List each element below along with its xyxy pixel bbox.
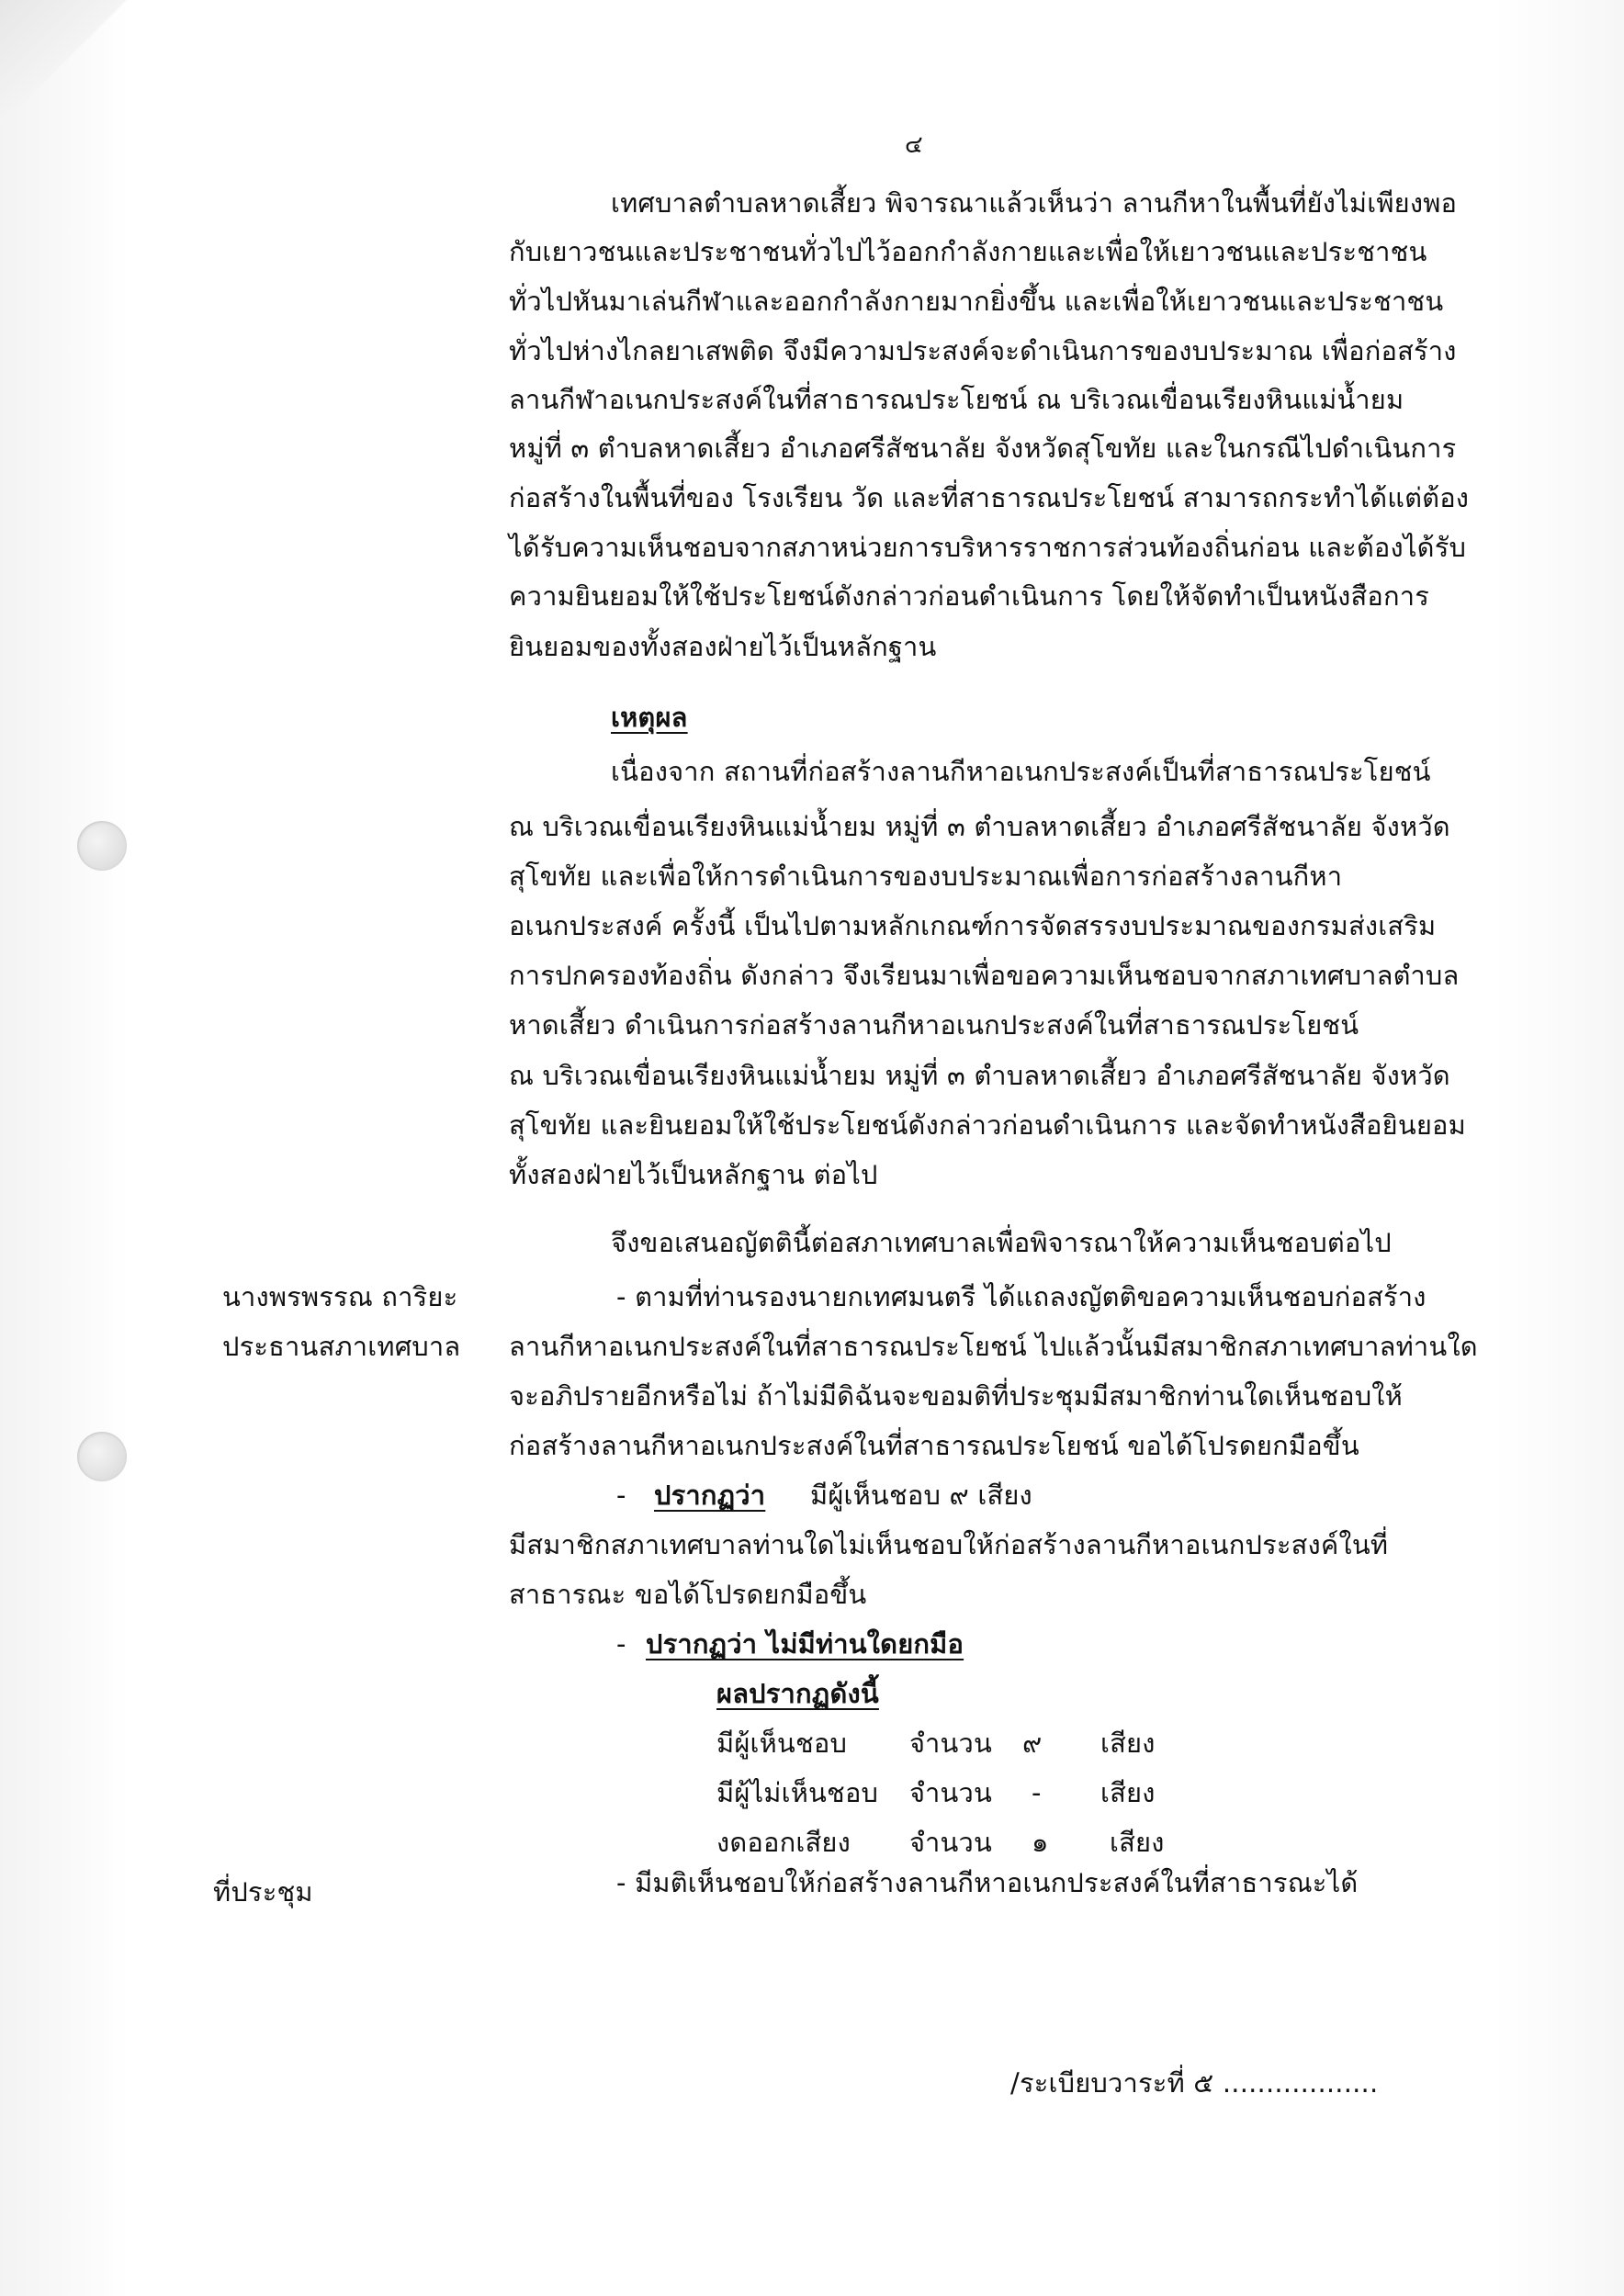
intro-line: ได้รับความเห็นชอบจากสภาหน่วยการบริหารราชการส่วนท้องถิ่นก่อน และต้องได้รับ [509,532,1467,563]
reason-line: เนื่องจาก สถานที่ก่อสร้างลานกีหาอเนกประสงค์เป็นที่สาธารณประโยชน์ [611,756,1431,787]
result-label: มีผู้ไม่เห็นชอบ [716,1777,879,1808]
intro-line: ลานกีฬาอเนกประสงค์ในที่สาธารณประโยชน์ ณ บริเวณเขื่อนเรียงหินแม่น้ำยม [509,384,1404,415]
page-number: ๔ [905,131,923,159]
intro-line: ความยินยอมให้ใช้ประโยชน์ดังกล่าวก่อนดำเนินการ โดยให้จัดทำเป็นหนังสือการ [509,580,1430,612]
reason-line: ณ บริเวณเขื่อนเรียงหินแม่น้ำยม หมู่ที่ ๓ ตำบลหาดเสี้ยว อำเภอศรีสัชนาลัย จังหวัด [509,811,1450,842]
footer-continuation: /ระเบียบวาระที่ ๕ .................. [1010,2067,1379,2099]
reason-line: หาดเสี้ยว ดำเนินการก่อสร้างลานกีหาอเนกประสงค์ในที่สาธารณประโยชน์ [509,1009,1359,1041]
vote1-label: ปรากฏว่า [654,1480,766,1511]
vote1-text: มีผู้เห็นชอบ ๙ เสียง [810,1480,1032,1511]
propose-line: จึงขอเสนอญัตตินี้ต่อสภาเทศบาลเพื่อพิจารณาให้ความเห็นชอบต่อไป [611,1227,1392,1258]
reason-line: ณ บริเวณเขื่อนเรียงหินแม่น้ำยม หมู่ที่ ๓ ตำบลหาดเสี้ยว อำเภอศรีสัชนาลัย จังหวัด [509,1060,1450,1091]
reason-line: สุโขทัย และยินยอมให้ใช้ประโยชน์ดังกล่าวก่อนดำเนินการ และจัดทำหนังสือยินยอม [509,1109,1466,1141]
reason-line: สุโขทัย และเพื่อให้การดำเนินการของบประมาณเพื่อการก่อสร้างลานกีหา [509,861,1343,892]
speaker-line: - ตามที่ท่านรองนายกเทศมนตรี ได้แถลงญัตติขอความเห็นชอบก่อสร้าง [616,1281,1427,1312]
speaker-line: ลานกีหาอเนกประสงค์ในที่สาธารณประโยชน์ ไปแล้วนั้นมีสมาชิกสภาเทศบาลท่านใด [509,1331,1478,1362]
result-label: งดออกเสียง [716,1827,851,1858]
folded-corner [0,0,184,129]
speaker-name: นางพรพรรณ ถาริยะ [222,1281,458,1312]
punch-hole-top [77,821,127,871]
result-count: ๑ [1032,1827,1049,1858]
results-heading: ผลปรากฏดังนี้ [716,1678,879,1709]
result-label: มีผู้เห็นชอบ [716,1728,848,1759]
reason-line: อเนกประสงค์ ครั้งนี้ เป็นไปตามหลักเกณฑ์การจัดสรรงบประมาณของกรมส่งเสริม [509,910,1437,941]
reason-heading: เหตุผล [611,702,688,733]
intro-line: ทั่วไปห่างไกลยาเสพติด จึงมีความประสงค์จะดำเนินการของบประมาณ เพื่อก่อสร้าง [509,335,1457,366]
intro-line: ยินยอมของทั้งสองฝ่ายไว้เป็นหลักฐาน [509,631,937,662]
intro-line: หมู่ที่ ๓ ตำบลหาดเสี้ยว อำเภอศรีสัชนาลัย จังหวัดสุโขทัย และในกรณีไปดำเนินการ [509,433,1457,464]
reason-line: ทั้งสองฝ่ายไว้เป็นหลักฐาน ต่อไป [509,1159,878,1190]
result-count-label: จำนวน [909,1827,993,1858]
result-count-label: จำนวน [909,1728,993,1759]
result-unit: เสียง [1110,1827,1165,1858]
result-unit: เสียง [1100,1777,1156,1808]
speaker-position: ประธานสภาเทศบาล [222,1331,461,1362]
result-count: ๙ [1022,1728,1043,1759]
result-unit: เสียง [1100,1728,1156,1759]
vote2-dash: - [616,1628,626,1660]
intro-line: เทศบาลตำบลหาดเสี้ยว พิจารณาแล้วเห็นว่า ลานกีหาในพื้นที่ยังไม่เพียงพอ [611,187,1458,219]
vote1-dash: - [616,1480,626,1511]
intro-line: ก่อสร้างในพื้นที่ของ โรงเรียน วัด และที่สาธารณประโยชน์ สามารถกระทำได้แต่ต้อง [509,482,1470,513]
speaker-line: ก่อสร้างลานกีหาอเนกประสงค์ในที่สาธารณประโยชน์ ขอได้โปรดยกมือขึ้น [509,1430,1359,1461]
reason-line: การปกครองท้องถิ่น ดังกล่าว จึงเรียนมาเพื่อขอความเห็นชอบจากสภาเทศบาลตำบล [509,960,1460,991]
punch-hole-bottom [77,1432,127,1481]
intro-line: ทั่วไปหันมาเล่นกีฬาและออกกำลังกายมากยิ่งขึ้น และเพื่อให้เยาวชนและประชาชน [509,286,1444,317]
disagree-line: มีสมาชิกสภาเทศบาลท่านใดไม่เห็นชอบให้ก่อสร้างลานกีหาอเนกประสงค์ในที่ [509,1529,1389,1560]
disagree-line: สาธารณะ ขอได้โปรดยกมือขึ้น [509,1579,867,1610]
meeting-label: ที่ประชุม [213,1876,313,1908]
result-count-label: จำนวน [909,1777,993,1808]
meeting-resolution: - มีมติเห็นชอบให้ก่อสร้างลานกีหาอเนกประสงค์ในที่สาธารณะได้ [616,1867,1359,1898]
speaker-line: จะอภิปรายอีกหรือไม่ ถ้าไม่มีดิฉันจะขอมติที่ประชุมมีสมาชิกท่านใดเห็นชอบให้ [509,1380,1403,1412]
vote2-label: ปรากฏว่า ไม่มีท่านใดยกมือ [646,1628,964,1660]
intro-line: กับเยาวชนและประชาชนทั่วไปไว้ออกกำลังกายและเพื่อให้เยาวชนและประชาชน [509,236,1427,267]
result-count: - [1032,1777,1042,1808]
